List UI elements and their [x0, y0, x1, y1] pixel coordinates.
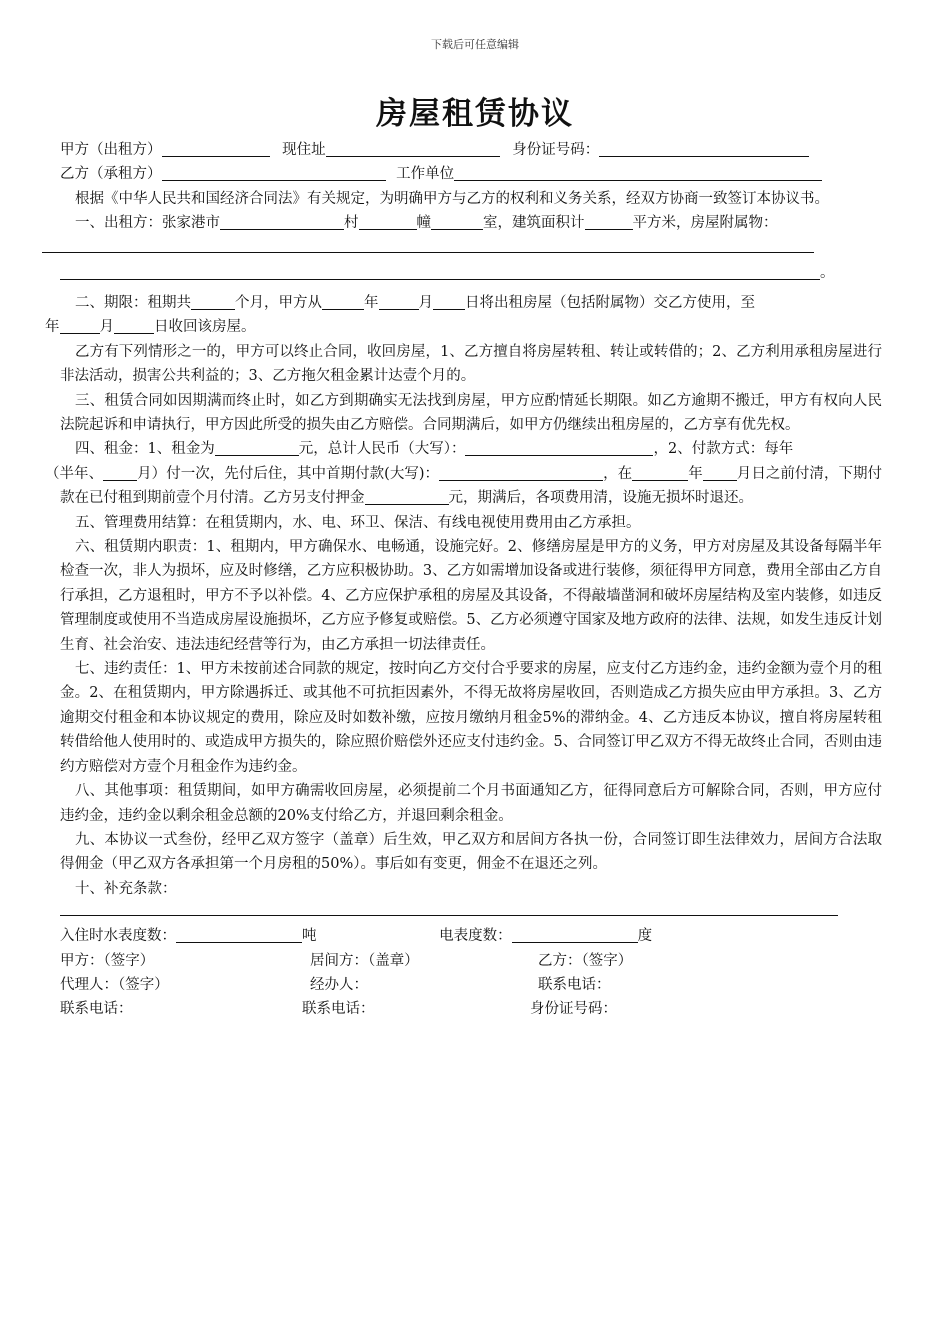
supplement-line[interactable] [60, 899, 838, 916]
rent-amount-blank[interactable] [215, 439, 299, 456]
s4-g: 年 [688, 465, 703, 482]
s4-d: （半年、 [45, 465, 104, 482]
start-year-blank[interactable] [322, 293, 364, 310]
area-blank[interactable] [585, 213, 633, 230]
elec-reading-blank[interactable] [512, 926, 638, 943]
s4-f: ，在 [603, 465, 633, 482]
address-blank[interactable] [326, 140, 500, 157]
s2-f: 年 [45, 319, 60, 336]
work-blank[interactable] [454, 164, 822, 181]
s4-c: ，2、付款方式：每年 [653, 441, 794, 458]
agent-sign[interactable]: 代理人：（签字） [60, 976, 169, 993]
attachments-line-1[interactable] [42, 236, 814, 253]
start-day-blank[interactable] [433, 293, 465, 310]
termination-paragraph: 乙方有下列情形之一的，甲方可以终止合同，收回房屋，1、乙方擅自将房屋转租、转让或转借的；2、乙方利用承租房屋进行非法活动，损害公共利益的；3、乙方拖欠租金累计达壹个月的。 [60, 343, 882, 385]
rent-total-blank[interactable] [465, 439, 653, 456]
section-6-paragraph: 六、租赁期内职责：1、租期内，甲方确保水、电畅通，设施完好。2、修缮房屋是甲方的义务，甲方对房屋及其设备每隔半年检查一次，非人为损坏，应及时修缮，乙方应积极协助。3、乙方如需增加设备或进行装修，须征得甲方同意，费用全部由乙方自行承担，乙方退租时，甲方不予以补偿。4、乙方应保护承租的房屋及其设备，不得敲墙凿洞和破坏房屋结构及室内装修，如违反管理制度或使用不当造成房屋设施损坏，乙方应予修复或赔偿。5、乙方必须遵守国家及地方政府的法律、法规，如发生违反计划生育、社会治安、违法违纪经营等行为，由乙方承担一切法律责任。 [60, 539, 882, 653]
building-blank[interactable] [359, 213, 417, 230]
water-label: 入住时水表度数： [60, 928, 176, 945]
party-a-sign[interactable]: 甲方：（签字） [60, 952, 155, 969]
water-reading-blank[interactable] [176, 926, 302, 943]
first-payment-blank[interactable] [439, 464, 603, 481]
signature-row-3 [60, 997, 882, 1021]
attachments-line-2[interactable] [60, 263, 820, 280]
s2-b: 个月，甲方从 [235, 294, 322, 311]
contact-phone-a[interactable]: 联系电话： [60, 1001, 133, 1018]
pay-year-blank[interactable] [632, 464, 688, 481]
section-7-paragraph: 七、违约责任：1、甲方未按前述合同款的规定，按时向乙方交付合乎要求的房屋，应支付乙方违约金，违约金额为壹个月的租金。2、在租赁期内，甲方除遇拆迁、或其他不可抗拒因素外，不得无故将房屋收回，否则造成乙方损失应由甲方承担。3、乙方逾期交付租金和本协议规定的费用，除应及时如数补缴，应按月缴纳月租金5%的滞纳金。4、乙方违反本协议，擅自将房屋转租转借给他人使用时的、或造成甲方损失的，除应照价赔偿外还应支付违约金。5、合同签订甲乙双方不得无故终止合同，否则由违约方赔偿对方壹个月租金作为违约金。 [60, 661, 882, 775]
section-3-paragraph: 三、租赁合同如因期满而终止时，如乙方到期确实无法找到房屋，甲方应酌情延长期限。如乙方逾期不搬迁，甲方有权向人民法院起诉和申请执行，甲方因此所受的损失由乙方赔偿。合同期满后，如甲方仍继续出租房屋的，乙方享有优先权。 [60, 392, 882, 433]
id-blank[interactable] [599, 140, 809, 157]
s1-area: 平方米，房屋附属物： [632, 215, 778, 232]
id-label: 身份证号码： [512, 142, 600, 158]
s1-room: 室，建筑面积计 [483, 215, 585, 232]
party-b-sign[interactable]: 乙方：（签字） [538, 952, 633, 969]
signature-row-2 [60, 973, 882, 997]
document-title: 房屋租赁协议 [376, 96, 574, 132]
s2-h: 日收回该房屋。 [154, 319, 256, 336]
section-5-paragraph: 五、管理费用结算：在租赁期内，水、电、环卫、保洁、有线电视使用费用由乙方承担。 [75, 514, 641, 531]
header-note: 下载后可任意编辑 [431, 38, 519, 51]
party-a-label: 甲方（出租方） [60, 142, 162, 158]
intermediary-seal[interactable]: 居间方：（盖章） [310, 952, 419, 969]
village-blank[interactable] [220, 213, 344, 230]
section-10-label: 十、补充条款： [75, 880, 177, 897]
water-unit: 吨 [302, 928, 317, 945]
party-a-blank[interactable] [162, 140, 270, 157]
attachments-line-2-wrap [60, 261, 882, 285]
room-blank[interactable] [431, 213, 483, 230]
lease-months-blank[interactable] [191, 293, 235, 310]
s1-building: 幢 [416, 215, 431, 232]
s4-h: 月 [736, 465, 752, 482]
pay-month-blank[interactable] [703, 464, 737, 481]
meter-line [60, 924, 882, 948]
s2-g: 月 [99, 319, 114, 336]
party-a-line [60, 138, 882, 162]
section-2-paragraph [45, 291, 882, 340]
end-year-blank[interactable] [60, 317, 100, 334]
s2-e: 日将出租房屋（包括附属物）交乙方使用，至 [465, 294, 755, 311]
section-1-line [60, 211, 882, 235]
intro-paragraph: 根据《中华人民共和国经济合同法》有关规定，为明确甲方与乙方的权利和义务关系，经双方协商一致签订本协议书。 [75, 190, 829, 207]
section-9-paragraph: 九、本协议一式叁份，经甲乙双方签字（盖章）后生效，甲乙双方和居间方各执一份，合同签订即生法律效力，居间方合法取得佣金（甲乙双方各承担第一个月房租的50%）。事后如有变更，佣金不在退还之列。 [60, 831, 882, 873]
s2-d: 月 [418, 294, 433, 311]
id-number-label[interactable]: 身份证号码： [530, 1001, 617, 1018]
document-body [45, 138, 883, 1022]
start-month-blank[interactable] [379, 293, 419, 310]
work-label: 工作单位 [396, 166, 455, 183]
handler-label[interactable]: 经办人： [310, 976, 368, 993]
s4-e: 月）付一次，先付后住，其中首期付款(大写)： [137, 465, 440, 482]
deposit-blank[interactable] [365, 488, 449, 505]
party-b-label: 乙方（承租方） [60, 166, 162, 183]
elec-label: 电表度数： [439, 928, 512, 945]
contact-phone-intermediary[interactable]: 联系电话： [302, 1001, 375, 1018]
s4-a: 四、租金：1、租金为 [75, 441, 215, 458]
elec-unit: 度 [637, 928, 653, 945]
s1-prefix: 一、出租方：张家港市 [75, 215, 220, 232]
s4-b: 元，总计人民币（大写）： [298, 441, 466, 458]
contact-phone-b[interactable]: 联系电话： [538, 976, 611, 993]
section-4-paragraph [45, 437, 883, 510]
s4-i: 日之前付清，下期付款在已付租到期前壹个月付清。乙方另支付押金 [60, 465, 883, 507]
s1-village: 村 [344, 215, 359, 232]
section-8-paragraph: 八、其他事项：租赁期间，如甲方确需收回房屋，必须提前二个月书面通知乙方，征得同意后方可解除合同，否则，甲方应付违约金，违约金以剩余租金总额的20%支付给乙方，并退回剩余租金。 [60, 783, 882, 824]
signature-row-1 [60, 949, 882, 973]
party-b-line [60, 162, 882, 186]
s4-j: 元，期满后，各项费用清，设施无损坏时退还。 [448, 490, 753, 507]
party-b-blank[interactable] [162, 164, 386, 181]
address-label: 现住址 [282, 142, 326, 158]
pay-months-blank[interactable] [103, 464, 137, 481]
s2-c: 年 [364, 294, 379, 311]
s2-a: 二、期限：租期共 [75, 294, 191, 311]
end-month-blank[interactable] [114, 317, 154, 334]
s1-end: 。 [820, 264, 835, 281]
